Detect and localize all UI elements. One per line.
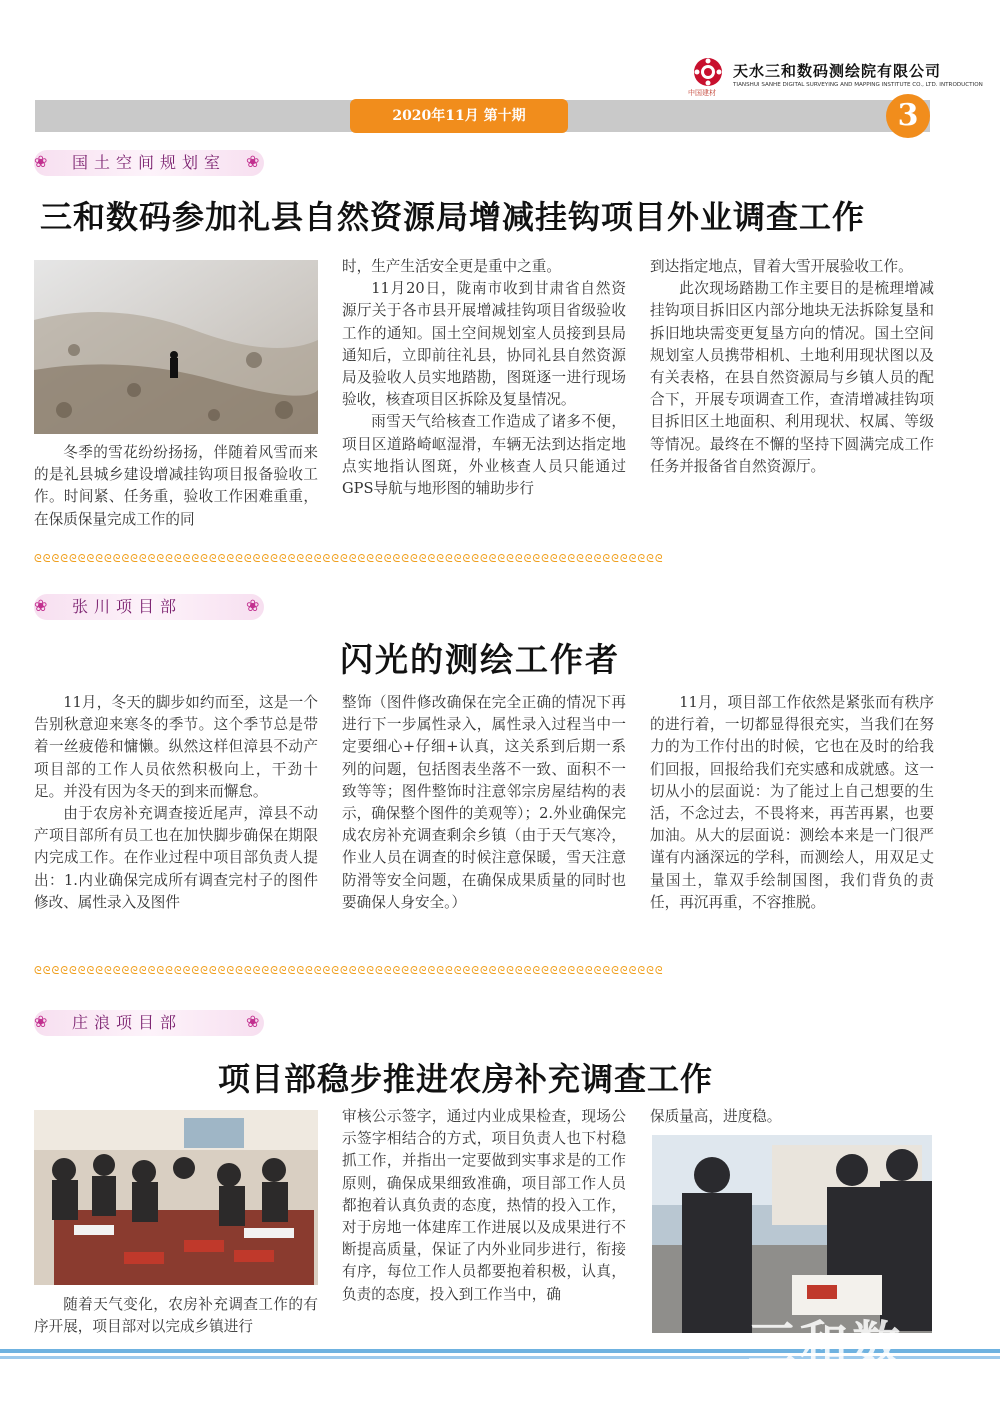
article1-column-2: 时，生产生活安全更是重中之重。 11月20日，陇南市收到甘肃省自然资源厅关于各市县开展增减挂钩项目省级验收工作的通知。国土空间规划室人员接到县局通知后，立即前往礼县，协同礼县自然资源局及验收人员实地踏勘，图斑逐一进行现场验收，核查项目区拆除及复垦情况。 雨雪天气给核查工作造成了诸多不便，项目区道路崎岖湿滑，车辆无法到达指定地点实地指认图斑，外业核查人员只能通过GPS导航与地形图的辅助步行 — [342, 258, 626, 498]
flower-icon: ❀ — [34, 1012, 48, 1031]
section-divider: ᘓᘓᘓᘓᘓᘓᘓᘓᘓᘓᘓᘓᘓᘓᘓᘓᘓᘓᘓᘓᘓᘓᘓᘓᘓᘓᘓᘓᘓᘓᘓᘓᘓᘓᘓᘓᘓᘓᘓᘓᘓᘓᘓᘓᘓᘓᘓᘓᘓᘓᘓᘓᘓᘓᘓᘓᘓᘓᘓᘓᘓᘓᘓᘓᘓᘓᘓᘓᘓᘓᘓᘓ — [34, 964, 664, 977]
article2-column-1: 11月，冬天的脚步如约而至，这是一个告别秋意迎来寒冬的季节。这个季节总是带着一丝疲倦和慵懒。纵然这样但漳县不动产项目部的工作人员依然积极向上，干劲十足。并没有因为冬天的到来而懈怠。 由于农房补充调查接近尾声，漳县不动产项目部所有员工也在加快脚步确保在期限内完成工作。在作业过程中项目部负责人提出：1.内业确保完成所有调查完村子的图件修改、属性录入及图件 — [34, 694, 318, 911]
issue-date: 2020年11月 第十期 — [350, 99, 568, 133]
article3-title: 项目部稳步推进农房补充调查工作 — [218, 1060, 714, 1098]
section-label-zhuanglang: ❀ 庄浪项目部 ❀ — [0, 1008, 300, 1038]
article3-column-2: 审核公示签字，通过内业成果检查，现场公示签字相结合的方式，项目负责人也下村稳抓工作，并指出一定要做到实事求是的工作原则，确保成果细致准确，项目部工作人员都抱着认真负责的态度，热情的投入工作，对于房地一体建库工作进展以及成果进行不断提高质量，保证了内外业同步进行，衔接有序，每位工作人员都要抱着积极，认真，负责的态度，投入到工作当中，确 — [342, 1108, 626, 1303]
article2-column-3: 11月，项目部工作依然是紧张而有秩序的进行着，一切都显得很充实，当我们在努力的为工作付出的时候，它也在及时的给我们回报，回报给我们充实感和成就感。这一切从小的层面说：为了能过上自己想要的生活，不念过去，不畏将来，再苦再累，也要加油。从大的层面说：测绘本来是一门很严谨有内涵深远的学科，而测绘人，用双足丈量国土，靠双手绘制国图，我们背负的责任，再沉再重，不容推脱。 — [650, 694, 934, 911]
article1-column-1: 冬季的雪花纷纷扬扬，伴随着风雪而来的是礼县城乡建设增减挂钩项目报备验收工作。时间紧、任务重，验收工作困难重重，在保质保量完成工作的同 — [34, 444, 318, 528]
meeting-room-photo — [34, 1110, 318, 1285]
company-logo-icon — [693, 57, 723, 87]
flower-icon: ❀ — [246, 1012, 260, 1031]
article2-column-2: 整饰（图件修改确保在完全正确的情况下再进行下一步属性录入，属性录入过程当中一定要细心+仔细+认真，这关系到后期一系列的问题，包括图表坐落不一致、面积不一致等等；图件整饰时注意邻宗房屋结构的表示，确保整个图件的美观等）；2.外业确保完成农房补充调查剩余乡镇（由于天气寒冷，作业人员在调查的时候注意保暖，雪天注意防滑等安全问题，在确保成果质量的同时也要确保人身安全。） — [342, 694, 626, 911]
brand-watermark: 三和数 — [748, 1316, 905, 1372]
flower-icon: ❀ — [34, 152, 48, 171]
section-divider: ᘓᘓᘓᘓᘓᘓᘓᘓᘓᘓᘓᘓᘓᘓᘓᘓᘓᘓᘓᘓᘓᘓᘓᘓᘓᘓᘓᘓᘓᘓᘓᘓᘓᘓᘓᘓᘓᘓᘓᘓᘓᘓᘓᘓᘓᘓᘓᘓᘓᘓᘓᘓᘓᘓᘓᘓᘓᘓᘓᘓᘓᘓᘓᘓᘓᘓᘓᘓᘓᘓᘓᘓ — [34, 552, 664, 565]
article2-title: 闪光的测绘工作者 — [340, 640, 620, 679]
article3-column-1: 随着天气变化，农房补充调查工作的有序开展，项目部对以完成乡镇进行 — [34, 1296, 318, 1336]
company-name: 天水三和数码测绘院有限公司 — [733, 62, 942, 80]
logo-subtitle: 中国建材 — [688, 89, 716, 97]
flower-icon: ❀ — [34, 596, 48, 615]
company-name-en: TIANSHUI SANHE DIGITAL SURVEYING AND MAPPING INSTITUTE CO., LTD. INTRODUCTION — [733, 82, 983, 88]
flower-icon: ❀ — [246, 596, 260, 615]
outdoor-signing-photo — [652, 1135, 932, 1333]
section-label-zhangchuan: ❀ 张川项目部 ❀ — [0, 592, 300, 622]
flower-icon: ❀ — [246, 152, 260, 171]
article3-column-3: 保质量高，进度稳。 — [650, 1108, 782, 1125]
section-label-planning: ❀ 国土空间规划室 ❀ — [0, 148, 300, 178]
article1-title: 三和数码参加礼县自然资源局增减挂钩项目外业调查工作 — [40, 198, 866, 236]
page-number: 3 — [886, 94, 930, 138]
article1-column-3: 到达指定地点，冒着大雪开展验收工作。 此次现场踏勘工作主要目的是梳理增减挂钩项目拆旧区内部分地块无法拆除复垦和拆旧地块需变更复垦方向的情况。国土空间规划室人员携带相机、土地利用现状图以及有关表格，在县自然资源局与乡镇人员的配合下，开展专项调查工作，查清增减挂钩项目拆旧区土地面积、利用现状、权属、等级等情况。最终在不懈的坚持下圆满完成工作任务并报备省自然资源厅。 — [650, 258, 934, 475]
snow-field-photo — [34, 260, 318, 434]
